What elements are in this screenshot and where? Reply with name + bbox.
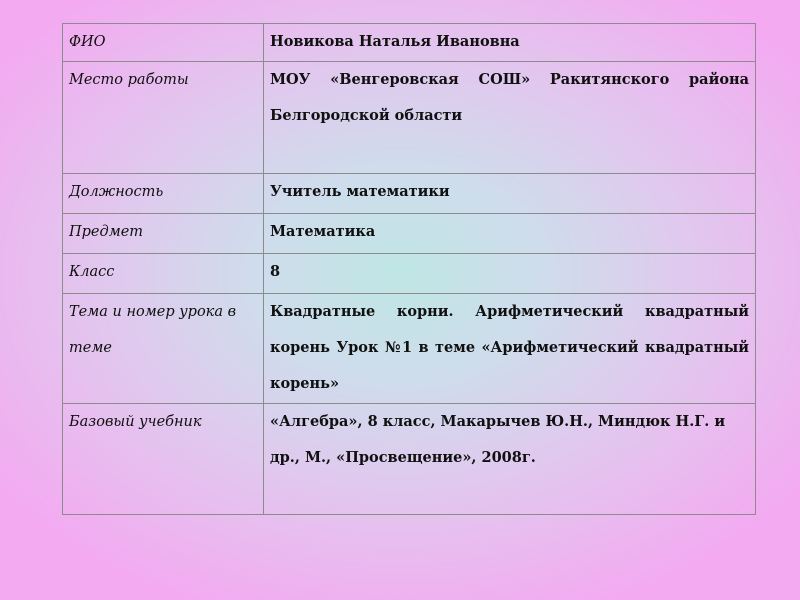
label-workplace: Место работы <box>63 62 264 174</box>
table-row-workplace <box>63 62 756 174</box>
value-workplace: МОУ «Венгеровская СОШ» Ракитянского района Белгородской области <box>264 62 756 174</box>
table-row-class <box>63 254 756 294</box>
label-class: Класс <box>63 254 264 294</box>
table-row-topic <box>63 294 756 404</box>
value-subject: Математика <box>264 214 756 254</box>
label-textbook: Базовый учебник <box>63 404 264 515</box>
table-row-textbook <box>63 404 756 515</box>
value-position: Учитель математики <box>264 174 756 214</box>
table-row-subject <box>63 214 756 254</box>
value-textbook: «Алгебра», 8 класс, Макарычев Ю.Н., Миндюк Н.Г. и др., М., «Просвещение», 2008г. <box>264 404 756 515</box>
teacher-info-table <box>62 23 756 515</box>
table-row-position <box>63 174 756 214</box>
table-row-fio <box>63 24 756 62</box>
label-position: Должность <box>63 174 264 214</box>
value-fio: Новикова Наталья Ивановна <box>264 24 756 62</box>
label-subject: Предмет <box>63 214 264 254</box>
label-fio: ФИО <box>63 24 264 62</box>
value-class: 8 <box>264 254 756 294</box>
value-topic: Квадратные корни. Арифметический квадратный корень Урок №1 в теме «Арифметический квадратный корень» <box>264 294 756 404</box>
label-topic: Тема и номер урока в теме <box>63 294 264 404</box>
